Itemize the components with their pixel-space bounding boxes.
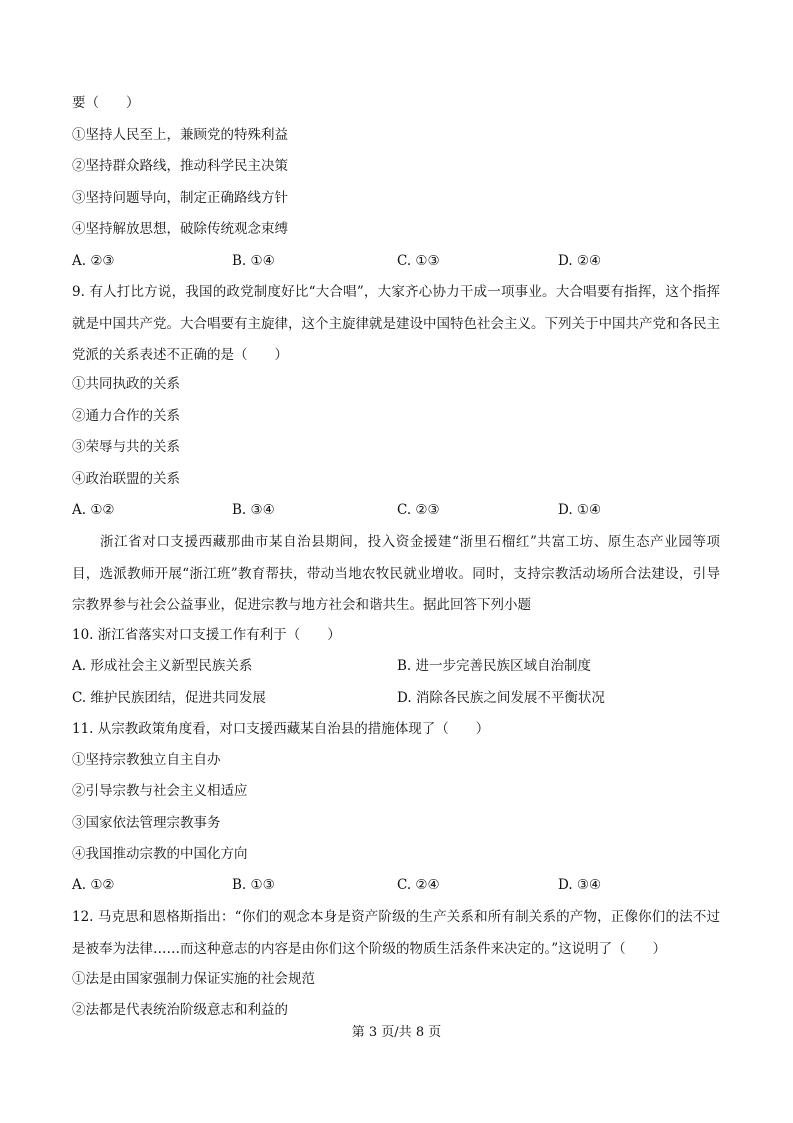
q11-option-d: D. ③④ xyxy=(558,877,602,893)
q11-item-4: ④我国推动宗教的中国化方向 xyxy=(72,846,248,862)
page-number-footer: 第 3 页/共 8 页 xyxy=(351,1025,442,1040)
q10-option-d: D. 消除各民族之间发展不平衡状况 xyxy=(397,690,605,706)
q12-stem: 12. 马克思和恩格斯指出：“你们的观念本身是资产阶级的生产关系和所有制关系的产物，正像你们的法不过是被奉为法律……而这种意志的内容是由你们这个阶级的物质生活条件来决定的。”这说明了（ ） xyxy=(72,909,720,957)
q10-option-b: B. 进一步完善民族区域自治制度 xyxy=(397,658,592,674)
q9-stem: 9. 有人打比方说，我国的政党制度好比“大合唱”，大家齐心协力干成一项事业。大合唱要有指挥，这个指挥就是中国共产党。大合唱要有主旋律，这个主旋律就是建设中国特色社会主义。下列关于中国共产党和各民主党派的关系表述不正确的是（ ） xyxy=(72,284,720,363)
q8-option-c: C. ①③ xyxy=(397,253,440,269)
q11-item-1: ①坚持宗教独立自主自办 xyxy=(72,752,221,768)
q11-stem: 11. 从宗教政策角度看，对口支援西藏某自治县的措施体现了（ ） xyxy=(72,721,490,737)
q8-option-a: A. ②③ xyxy=(72,253,115,269)
material-paragraph: 浙江省对口支援西藏那曲市某自治县期间，投入资金援建“浙里石榴红”共富工坊、原生态产业园等项目，选派教师开展“浙江班”教育帮扶，带动当地农牧民就业增收。同时，支持宗教活动场所合法建设，引导宗教界参与社会公益事业，促进宗教与地方社会和谐共生。据此回答下列小题 xyxy=(72,534,720,613)
q11-option-b: B. ①③ xyxy=(232,877,275,893)
q8-stem-tail: 要（ ） xyxy=(72,95,140,111)
q9-item-4: ④政治联盟的关系 xyxy=(72,471,180,487)
q8-item-3: ③坚持问题导向，制定正确路线方针 xyxy=(72,190,288,206)
q10-stem: 10. 浙江省落实对口支援工作有利于（ ） xyxy=(72,627,341,643)
q9-option-d: D. ①④ xyxy=(558,502,602,518)
q9-item-1: ①共同执政的关系 xyxy=(72,376,180,392)
q11-option-a: A. ①② xyxy=(72,877,115,893)
q8-item-1: ①坚持人民至上，兼顾党的特殊利益 xyxy=(72,127,288,143)
q9-item-3: ③荣辱与共的关系 xyxy=(72,439,180,455)
q8-option-b: B. ①④ xyxy=(232,253,275,269)
q9-option-c: C. ②③ xyxy=(397,502,440,518)
q11-option-c: C. ②④ xyxy=(397,877,440,893)
q10-option-c: C. 维护民族团结，促进共同发展 xyxy=(72,690,266,706)
q9-option-b: B. ③④ xyxy=(232,502,275,518)
q8-item-2: ②坚持群众路线，推动科学民主决策 xyxy=(72,158,288,174)
q8-option-d: D. ②④ xyxy=(558,253,602,269)
q11-item-2: ②引导宗教与社会主义相适应 xyxy=(72,783,248,799)
q12-item-1: ①法是由国家强制力保证实施的社会规范 xyxy=(72,971,315,987)
q11-item-3: ③国家依法管理宗教事务 xyxy=(72,815,221,831)
q8-item-4: ④坚持解放思想，破除传统观念束缚 xyxy=(72,221,288,237)
q12-item-2: ②法都是代表统治阶级意志和利益的 xyxy=(72,1002,288,1018)
q9-option-a: A. ①② xyxy=(72,502,115,518)
q9-item-2: ②通力合作的关系 xyxy=(72,408,180,424)
q10-option-a: A. 形成社会主义新型民族关系 xyxy=(72,658,253,674)
